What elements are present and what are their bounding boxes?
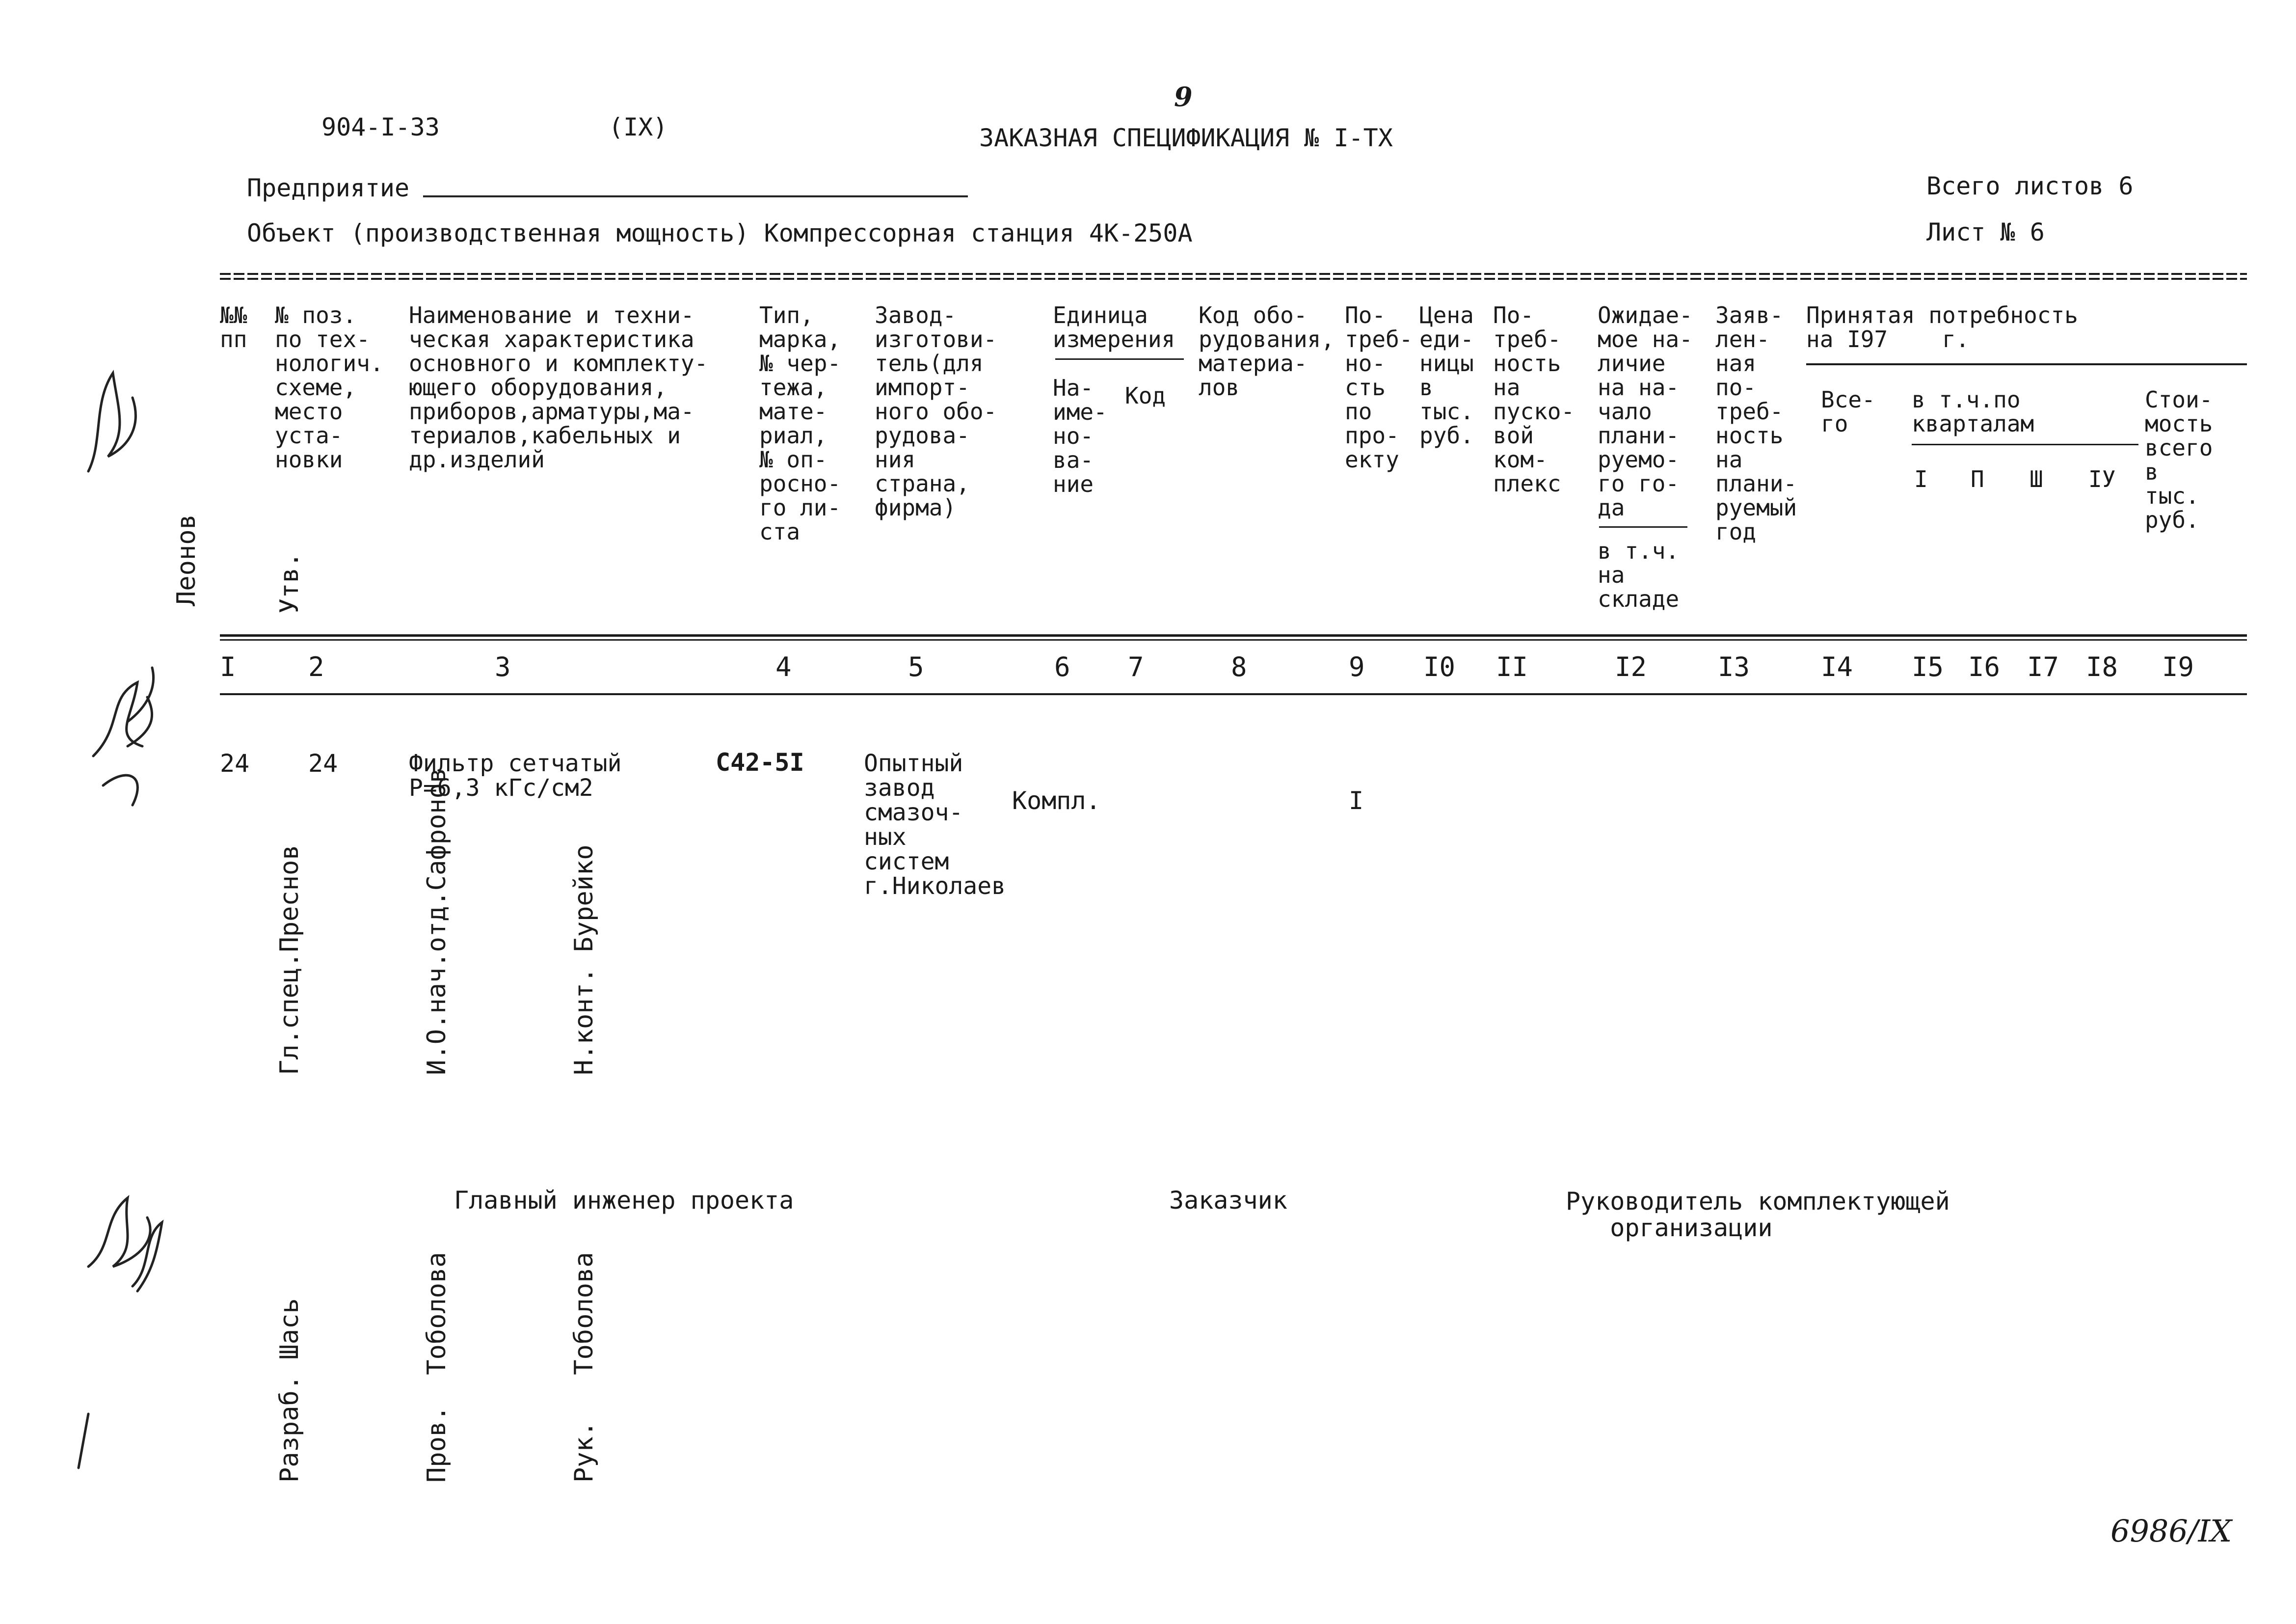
document-code: 904-I-33 xyxy=(321,113,440,141)
enterprise-label: Предприятие xyxy=(247,174,410,202)
numbers-bottom-rule xyxy=(220,693,2247,695)
col-header-12: Ожидае- мое на- личие на на- чало плани- руемо- го го- да xyxy=(1598,302,1693,521)
signature-mark xyxy=(79,1414,88,1468)
col-number-6: 6 xyxy=(1054,651,1070,682)
col-header-q2: П xyxy=(1971,466,1984,492)
object-line: Объект (производственная мощность) Компрессорная станция 4К-250А xyxy=(247,219,1193,247)
row-item-name: Фильтр сетчатый Р=6,3 кГс/см2 xyxy=(409,750,622,802)
deputy-line: И.О.нач.отд.Сафронов xyxy=(422,767,452,1075)
sheet-number: Лист № 6 xyxy=(1926,218,2045,246)
col-number-4: 4 xyxy=(775,651,792,682)
supplier-head-label: Руководитель комплектующей организации xyxy=(1566,1187,1950,1242)
col-number-9: 9 xyxy=(1349,651,1365,682)
col-number-16: I6 xyxy=(1968,651,2001,682)
page-number: 9 xyxy=(1174,81,1193,112)
chief-line: Гл.спец.Преснов xyxy=(275,844,304,1075)
accepted-group-divider xyxy=(1806,363,2247,365)
col-number-7: 7 xyxy=(1128,651,1144,682)
col-header-q4: IУ xyxy=(2088,466,2116,492)
table-top-rule xyxy=(220,273,2247,275)
col12-divider xyxy=(1599,526,1687,528)
approved-label: Утв. xyxy=(275,552,304,614)
col-header-3: Наименование и техни- ческая характеристика основного и комплекту- ющего оборудования, приборов,арматуры,ма- териалов,кабельных и др.изделий xyxy=(409,302,708,473)
signature-dev xyxy=(88,1198,150,1267)
col-number-1: I xyxy=(220,651,236,682)
col-number-15: I5 xyxy=(1912,651,1944,682)
col-number-10: I0 xyxy=(1423,651,1456,682)
approval-stamp xyxy=(167,1252,658,1483)
col-number-2: 2 xyxy=(308,651,324,682)
volume-label: (IX) xyxy=(609,113,668,141)
table-top-rule-2 xyxy=(220,278,2247,280)
margin-signatures xyxy=(59,344,172,1512)
row-unit: Компл. xyxy=(1012,786,1101,815)
check-line: Пров. Тоболова xyxy=(422,1252,452,1483)
col-header-2: № поз. по тех- нологич. схеме, место уста- новки xyxy=(275,302,384,473)
row-type: С42-5I xyxy=(716,748,804,777)
page-title: ЗАКАЗНАЯ СПЕЦИФИКАЦИЯ № I-ТХ xyxy=(979,124,1393,152)
row-quantity: I xyxy=(1349,786,1364,815)
approval-stamp-upper xyxy=(167,768,658,1075)
leonov-label: Леонов xyxy=(172,514,201,606)
col-header-9: По- треб- но- сть по про- екту xyxy=(1345,302,1413,473)
archive-number: 6986/IX xyxy=(2110,1513,2232,1549)
unit-group-divider xyxy=(1055,358,1184,360)
chief-engineer-label: Главный инженер проекта xyxy=(454,1186,794,1215)
col-header-8: Код обо- рудования, материа- лов xyxy=(1199,302,1335,401)
col-group-accepted: Принятая потребность на I97 г. xyxy=(1806,302,2078,352)
col-group-unit: Единица измерения xyxy=(1053,302,1175,352)
quarters-divider xyxy=(1912,444,2138,445)
col-number-5: 5 xyxy=(908,651,924,682)
col-header-7: Код xyxy=(1125,382,1166,409)
dev-line: Разраб. Шась xyxy=(275,1298,304,1483)
col-number-18: I8 xyxy=(2086,651,2118,682)
col-header-q1: I xyxy=(1914,466,1928,492)
col-number-3: 3 xyxy=(495,651,511,682)
col-number-13: I3 xyxy=(1718,651,1750,682)
col-header-10: Цена еди- ницы в тыс. руб. xyxy=(1419,302,1474,449)
col-header-4: Тип, марка, № чер- тежа, мате- риал, № оп- росно- го ли- ста xyxy=(759,302,841,545)
head-line: Рук. Тоболова xyxy=(569,1252,599,1483)
col-number-14: I4 xyxy=(1821,651,1853,682)
col-number-8: 8 xyxy=(1231,651,1247,682)
row-position: 24 xyxy=(308,749,338,778)
col-number-19: I9 xyxy=(2162,651,2194,682)
col-number-12: I2 xyxy=(1615,651,1647,682)
signature-leonov xyxy=(88,373,135,471)
customer-label: Заказчик xyxy=(1169,1186,1287,1215)
col-header-11: По- треб- ность на пуско- вой ком- плекс xyxy=(1493,302,1575,497)
header-bottom-rule xyxy=(220,634,2247,637)
enterprise-underline xyxy=(423,195,968,197)
row-maker: Опытный завод смазоч- ных систем г.Николаев xyxy=(864,750,1006,900)
col-number-17: I7 xyxy=(2027,651,2059,682)
signature-check xyxy=(133,1222,162,1291)
col-header-1: №№ пп xyxy=(220,302,247,352)
col-header-14: Все- го xyxy=(1821,386,1875,437)
control-line: Н.конт. Бурейко xyxy=(569,844,599,1075)
col-number-11: II xyxy=(1496,651,1528,682)
header-bottom-rule-2 xyxy=(220,639,2247,641)
col-header-q3: Ш xyxy=(2029,466,2043,492)
col-header-19: Стои- мость всего в тыс. руб. xyxy=(2145,386,2213,533)
col-header-12-sub: в т.ч. на складе xyxy=(1598,538,1680,612)
col-header-5: Завод- изготови- тель(для импорт- ного обо- рудова- ния страна, фирма) xyxy=(875,302,997,521)
col-header-13: Заяв- лен- ная по- треб- ность на плани- руемый год xyxy=(1715,302,1797,545)
col-header-6: На- име- но- ва- ние xyxy=(1053,375,1107,497)
total-sheets: Всего листов 6 xyxy=(1926,172,2134,200)
signature-chief xyxy=(93,682,142,805)
row-number: 24 xyxy=(220,749,250,778)
col-group-quarters: в т.ч.по кварталам xyxy=(1912,386,2034,437)
